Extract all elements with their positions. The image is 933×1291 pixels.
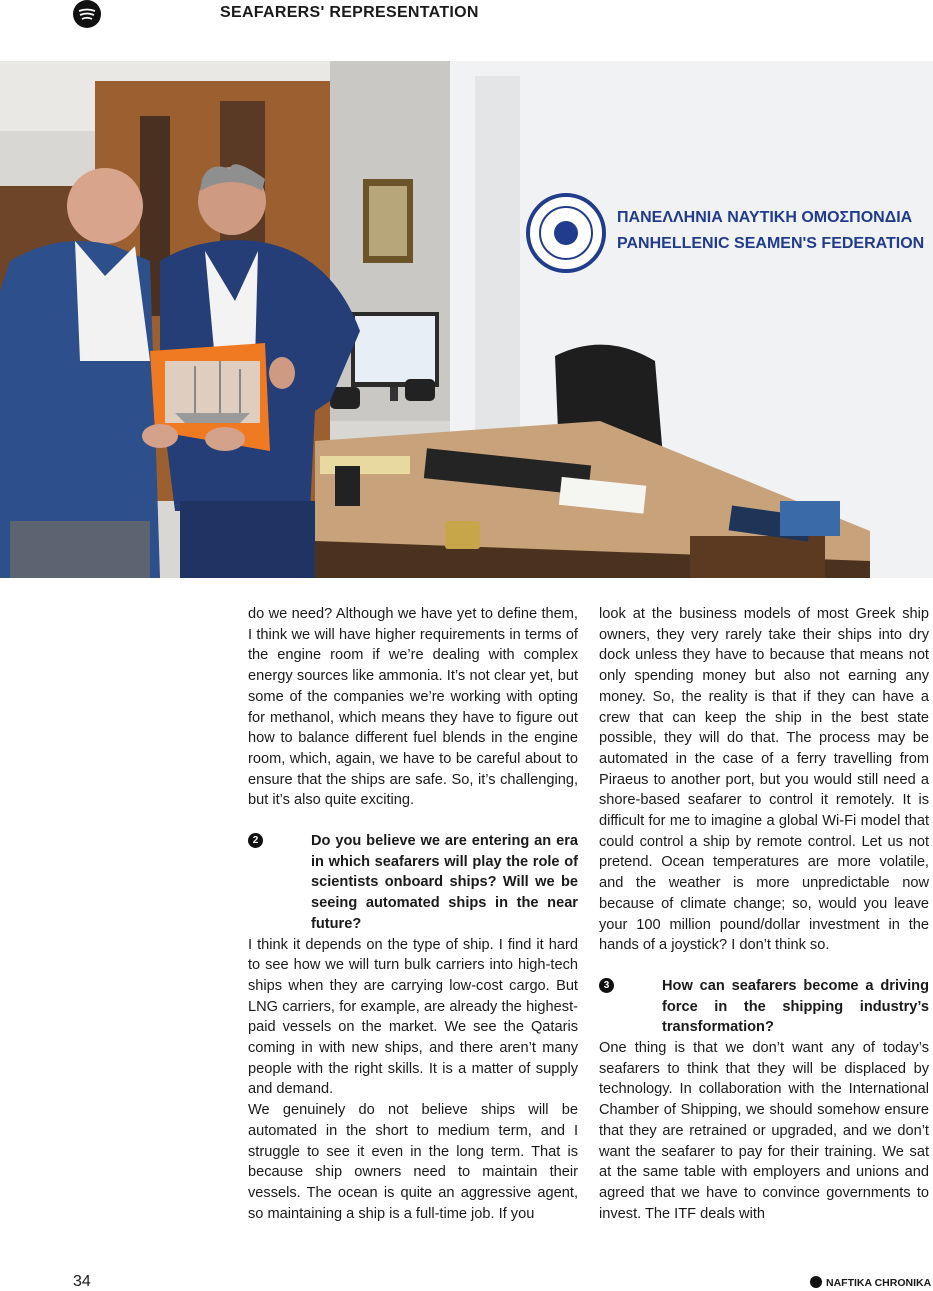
interview-photo: [0, 61, 933, 578]
question-2: [248, 831, 578, 935]
paragraph: look at the business models of most Greek ship owners, they very rarely take their ships into dry dock unless they have to because that means not only spending money but also not earning any money. So, the reality is that if they can have a crew that can keep the ship in the best state possible, they will do that. The process may be automated in the case of a ferry travelling from Piraeus to another port, but you would still need a shore-based seafarer to control it remotely. It is difficult for me to imagine a global Wi-Fi model that could control a ship by remote control. Let us not pretend. Ocean temperatures are more volatile, and the weather is more unpredictable now because of climate change; so, would you leave your 100 million pound/dollar investment in the hands of a joystick? I don’t think so.: [599, 606, 929, 954]
brand-name: NAFTIKA CHRONIKA: [826, 1277, 932, 1289]
brand-logo-icon: [810, 1276, 822, 1288]
magazine-logo-icon: [73, 0, 101, 28]
article-column-left: [248, 604, 578, 1224]
paragraph: I think it depends on the type of ship. I find it hard to see how we will turn bulk carriers into high-tech ships when they are carrying low-cost cargo. But LNG carriers, for example, are already the highest-paid vessels on the market. We see the Qataris coming in with new ships, and there aren’t many people with the right skills. It is a matter of supply and demand.: [248, 936, 578, 1098]
article-column-right: [599, 604, 929, 1224]
sign-english-text: PANHELLENIC SEAMEN'S FEDERATION: [617, 235, 925, 252]
question-3: [599, 976, 929, 1038]
paragraph: One thing is that we don’t want any of today’s seafarers to think that they will be displaced by technology. In collaboration with the International Chamber of Shipping, we should somehow ensure that they are retrained or upgraded, and we don’t want the seafarer to pay for their training. We sat at the same table with employers and unions and agreed that we have to convince governments to invest. The ITF deals with: [599, 1040, 929, 1222]
question-number-badge: 2: [248, 833, 263, 848]
sign-greek-text: ΠΑΝΕΛΛΗΝΙΑ ΝΑΥΤΙΚΗ ΟΜΟΣΠΟΝΔΙΑ: [617, 209, 913, 226]
paragraph: We genuinely do not believe ships will be automated in the short to medium term, and I struggle to see it even in the long term. That is because ship owners need to maintain their vessels. The ocean is quite an aggressive agent, so maintaining a ship is a full-time job. If you: [248, 1102, 578, 1222]
question-number-badge: 3: [599, 978, 614, 993]
question-text: Do you believe we are entering an era in which seafarers will play the role of scientists onboard ships? Will we be seeing automated ships in the near future?: [311, 833, 578, 932]
page-header: [0, 0, 933, 40]
page-number: 34: [73, 1273, 91, 1290]
footer-brand: [810, 1276, 931, 1289]
question-text: How can seafarers become a driving force in the shipping industry’s transformation?: [662, 977, 929, 1036]
section-title: SEAFARERS' REPRESENTATION: [220, 4, 479, 21]
photo-illustration: [0, 61, 933, 578]
paragraph: do we need? Although we have yet to define them, I think we will have higher requirements in terms of the engine room if we’re dealing with complex energy sources like ammonia. It’s not clear yet, but some of the companies we’re working with opting for methanol, which means they have to figure out how to balance different fuel blends in the engine room, which, again, we have to be careful about to ensure that the ships are safe. So, it’s challenging, but it’s also quite exciting.: [248, 606, 578, 809]
